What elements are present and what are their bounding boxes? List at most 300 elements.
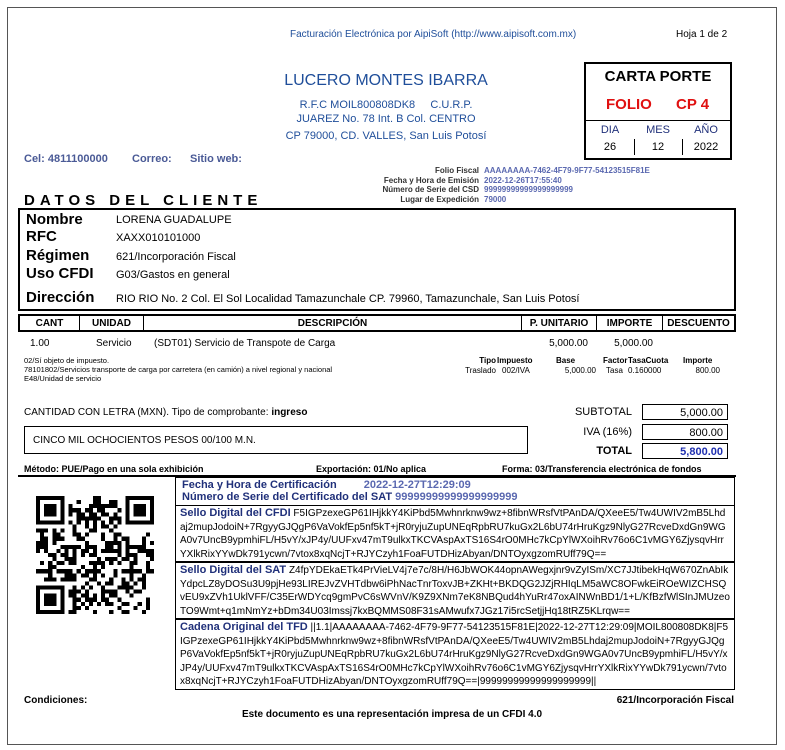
qr-module: [48, 598, 52, 602]
qr-module: [56, 537, 60, 541]
qr-module: [73, 549, 77, 553]
qr-module: [101, 524, 105, 528]
qr-module: [97, 500, 101, 504]
qr-module: [93, 520, 97, 524]
items-table-header: [18, 314, 736, 332]
qr-module: [101, 598, 105, 602]
qr-module: [113, 573, 117, 577]
sello-cfdi-section: [175, 505, 735, 562]
qr-module: [126, 508, 130, 512]
qr-module: [56, 561, 60, 565]
qr-module: [77, 569, 81, 573]
regimen-label: Régimen: [26, 247, 90, 264]
qr-module: [93, 512, 97, 516]
qr-module: [146, 561, 150, 565]
cantidad-letra-label: CANTIDAD CON LETRA (MXN). Tipo de comprobante:: [24, 407, 269, 418]
qr-module: [126, 516, 130, 520]
qr-module: [60, 602, 64, 606]
qr-module: [52, 520, 56, 524]
qr-module: [117, 516, 121, 520]
qr-module: [142, 504, 146, 508]
qr-module: [150, 520, 154, 524]
lugar-expedicion-value: 79000: [484, 194, 507, 204]
cantidad-letra-box: [24, 426, 528, 454]
qr-module: [109, 500, 113, 504]
direccion-value: RIO RIO No. 2 Col. El Sol Localidad Tamazunchale CP. 79960, Tamazunchale, San Luis Potosí: [116, 293, 580, 305]
qr-module: [101, 594, 105, 598]
qr-module: [81, 537, 85, 541]
qr-module: [89, 508, 93, 512]
qr-module: [85, 549, 89, 553]
qr-module: [97, 496, 101, 500]
qr-module: [142, 496, 146, 500]
tax-tipo: Traslado: [465, 366, 496, 375]
qr-module: [52, 565, 56, 569]
qr-module: [142, 541, 146, 545]
qr-module: [48, 573, 52, 577]
qr-module: [138, 577, 142, 581]
qr-module: [69, 557, 73, 561]
qr-module: [121, 577, 125, 581]
sello-cfdi: [180, 507, 730, 561]
qr-module: [138, 602, 142, 606]
qr-module: [150, 508, 154, 512]
qr-module: [126, 590, 130, 594]
qr-module: [44, 529, 48, 533]
uso-cfdi-value: G03/Gastos en general: [116, 269, 230, 281]
qr-module: [113, 500, 117, 504]
qr-module: [52, 508, 56, 512]
qr-module: [52, 586, 56, 590]
qr-module: [44, 537, 48, 541]
fiscal-values: [484, 166, 650, 204]
qr-module: [117, 533, 121, 537]
qr-module: [150, 500, 154, 504]
qr-module: [113, 504, 117, 508]
qr-module: [105, 512, 109, 516]
qr-module: [85, 569, 89, 573]
qr-module: [117, 606, 121, 610]
tax-factor: Tasa: [606, 366, 623, 375]
qr-module: [69, 512, 73, 516]
qr-module: [52, 504, 56, 508]
qr-module: [146, 565, 150, 569]
qr-module: [150, 553, 154, 557]
qr-module: [89, 512, 93, 516]
qr-module: [56, 549, 60, 553]
qr-module: [101, 590, 105, 594]
qr-module: [64, 553, 68, 557]
total-box: [642, 443, 728, 459]
qr-module: [142, 537, 146, 541]
qr-module: [93, 561, 97, 565]
qr-module: [44, 577, 48, 581]
qr-module: [126, 549, 130, 553]
qr-module: [36, 496, 40, 500]
tax-col-tipo: Tipo: [479, 356, 496, 365]
qr-module: [101, 561, 105, 565]
qr-module: [126, 586, 130, 590]
date-grid: [586, 120, 730, 156]
folio-value: CP 4: [676, 96, 710, 113]
qr-module: [105, 545, 109, 549]
qr-module: [109, 520, 113, 524]
qr-module: [113, 516, 117, 520]
qr-module: [77, 533, 81, 537]
qr-module: [48, 594, 52, 598]
qr-module: [69, 504, 73, 508]
qr-module: [117, 541, 121, 545]
qr-module: [69, 545, 73, 549]
qr-module: [109, 504, 113, 508]
certification-header: [175, 477, 735, 505]
qr-module: [134, 569, 138, 573]
qr-module: [77, 508, 81, 512]
note-unidad: E48/Unidad de servicio: [24, 374, 102, 383]
qr-module: [93, 500, 97, 504]
iva-label: IVA (16%): [583, 426, 632, 438]
qr-module: [56, 520, 60, 524]
qr-module: [52, 533, 56, 537]
qr-module: [93, 496, 97, 500]
qr-module: [89, 553, 93, 557]
software-credit: Facturación Electrónica por AipiSoft (http://www.aipisoft.com.mx): [290, 29, 577, 40]
qr-module: [60, 561, 64, 565]
qr-module: [134, 553, 138, 557]
qr-module: [73, 557, 77, 561]
qr-module: [93, 504, 97, 508]
qr-module: [126, 610, 130, 614]
qr-module: [60, 586, 64, 590]
qr-module: [69, 594, 73, 598]
folio-fiscal-value: AAAAAAAA-7462-4F79-9F77-54123515F81E: [484, 166, 650, 175]
qr-module: [52, 541, 56, 545]
subtotal-value: 5,000.00: [680, 407, 723, 419]
qr-module: [126, 496, 130, 500]
qr-module: [36, 606, 40, 610]
qr-module: [77, 598, 81, 602]
qr-module: [117, 553, 121, 557]
contact-row: [24, 153, 108, 165]
qr-module: [134, 557, 138, 561]
qr-module: [109, 581, 113, 585]
qr-module: [52, 496, 56, 500]
qr-module: [56, 533, 60, 537]
qr-module: [85, 508, 89, 512]
certificado-sat-line: [182, 491, 518, 503]
qr-module: [40, 545, 44, 549]
qr-module: [56, 610, 60, 614]
qr-module: [73, 602, 77, 606]
qr-module: [73, 586, 77, 590]
qr-module: [85, 533, 89, 537]
qr-module: [101, 573, 105, 577]
qr-module: [60, 516, 64, 520]
qr-module: [36, 508, 40, 512]
fecha-emision-label: Fecha y Hora de Emisión: [383, 175, 479, 185]
sello-cfdi-label: Sello Digital del CFDI: [180, 507, 291, 519]
qr-module: [81, 512, 85, 516]
tipo-comprobante: ingreso: [271, 407, 308, 418]
qr-module: [60, 590, 64, 594]
qr-module: [113, 541, 117, 545]
qr-module: [89, 598, 93, 602]
page-info: Hoja 1 de 2: [676, 29, 728, 40]
qr-module: [73, 573, 77, 577]
qr-module: [101, 537, 105, 541]
qr-module: [64, 573, 68, 577]
qr-module: [40, 537, 44, 541]
qr-module: [36, 549, 40, 553]
qr-module: [126, 520, 130, 524]
qr-module: [121, 586, 125, 590]
dia-label: DIA: [600, 124, 620, 136]
qr-module: [48, 569, 52, 573]
qr-module: [138, 520, 142, 524]
qr-module: [85, 520, 89, 524]
qr-module: [60, 594, 64, 598]
qr-module: [121, 610, 125, 614]
nombre-label: Nombre: [26, 211, 83, 228]
certificacion-fecha-label: Fecha y Hora de Certificación: [182, 479, 337, 491]
qr-module: [138, 569, 142, 573]
cel-value: 4811100000: [47, 153, 108, 165]
qr-module: [48, 565, 52, 569]
qr-module: [64, 549, 68, 553]
qr-module: [60, 598, 64, 602]
qr-module: [60, 512, 64, 516]
qr-module: [93, 516, 97, 520]
footer-regimen: 621/Incorporación Fiscal: [616, 695, 734, 706]
qr-module: [48, 553, 52, 557]
qr-module: [146, 496, 150, 500]
certificacion-fecha-value: 2022-12-27T12:29:09: [363, 479, 471, 491]
qr-module: [60, 508, 64, 512]
qr-module: [93, 573, 97, 577]
qr-module: [44, 586, 48, 590]
item-notes: [24, 356, 332, 383]
fecha-emision-value: 2022-12-26T17:55:40: [484, 175, 562, 185]
qr-module: [130, 594, 134, 598]
qr-module: [81, 586, 85, 590]
qr-module: [113, 590, 117, 594]
qr-module: [44, 512, 48, 516]
qr-module: [105, 504, 109, 508]
qr-module: [73, 606, 77, 610]
qr-module: [146, 602, 150, 606]
qr-module: [44, 496, 48, 500]
qr-module: [85, 606, 89, 610]
qr-module: [60, 610, 64, 614]
qr-module: [44, 508, 48, 512]
qr-module: [142, 610, 146, 614]
nombre-value: LORENA GUADALUPE: [116, 214, 232, 226]
cantidad-letra-value: CINCO MIL OCHOCIENTOS PESOS 00/100 M.N.: [33, 435, 256, 446]
qr-module: [101, 549, 105, 553]
total-label: TOTAL: [596, 445, 632, 457]
qr-module: [109, 549, 113, 553]
qr-module: [85, 524, 89, 528]
qr-module: [134, 561, 138, 565]
item-cant: 1.00: [30, 338, 50, 349]
col-importe: IMPORTE: [597, 316, 663, 330]
qr-module: [56, 586, 60, 590]
qr-module: [48, 504, 52, 508]
qr-module: [113, 533, 117, 537]
qr-module: [105, 557, 109, 561]
qr-module: [113, 569, 117, 573]
qr-module: [69, 610, 73, 614]
qr-module: [138, 504, 142, 508]
sello-sat-section: [175, 562, 735, 619]
qr-module: [36, 545, 40, 549]
qr-module: [134, 581, 138, 585]
qr-module: [113, 524, 117, 528]
qr-module: [142, 520, 146, 524]
document-type-box: [584, 62, 732, 160]
qr-module: [36, 598, 40, 602]
qr-module: [44, 602, 48, 606]
qr-module: [77, 516, 81, 520]
qr-module: [36, 520, 40, 524]
qr-module: [60, 569, 64, 573]
col-descripcion: DESCRIPCIÓN: [144, 316, 522, 330]
qr-module: [64, 557, 68, 561]
tax-col-importe: Importe: [683, 356, 713, 365]
qr-module: [44, 504, 48, 508]
qr-module: [85, 545, 89, 549]
qr-module: [52, 537, 56, 541]
qr-module: [109, 561, 113, 565]
subtotal-label: SUBTOTAL: [574, 406, 632, 418]
qr-module: [126, 569, 130, 573]
qr-module: [93, 577, 97, 581]
qr-module: [142, 577, 146, 581]
qr-module: [89, 577, 93, 581]
sello-cfdi-value: F5IGPzexeGP61IHjkkY4KiPbd5Mwhnrknw9wz+8fibnWRsfVtPAnDA/QXeeE5/Tw4UWIV2mB5Lhdaj2mupJodoiN+7RgyyGJQgP6VaVokfEp5nf5kT+jR0ryjuZupUNEqRpbRU7kuGx2L6bU74rHruKgz9NlyG27RcveDxdGn9WGA0v7UncB9ypmhiFL/H5vY/xJP4y/UUFxv47mT9ulkxTKCVAspAxTS16S4rO0MHc7kCpYlWXoihRv76o6C1vMGY6ZjysqvHrrYXlkRixYYwDk791ycwn/7vtox8xqNcjT+RJYCzyh1FoaFUTDHizAbyan/DNTOyxgzomRUff79Q==: [180, 508, 726, 560]
qr-module: [130, 565, 134, 569]
qr-module: [146, 606, 150, 610]
qr-module: [85, 581, 89, 585]
qr-module: [81, 516, 85, 520]
item-unidad: Servicio: [96, 338, 132, 349]
cel-label: Cel:: [24, 153, 45, 165]
iva-box: [642, 424, 728, 440]
qr-module: [60, 545, 64, 549]
qr-module: [40, 561, 44, 565]
qr-module: [105, 598, 109, 602]
qr-module: [36, 541, 40, 545]
qr-module: [60, 537, 64, 541]
qr-module: [134, 545, 138, 549]
qr-module: [85, 590, 89, 594]
qr-module: [48, 496, 52, 500]
qr-module: [36, 500, 40, 504]
qr-module: [60, 496, 64, 500]
qr-module: [134, 512, 138, 516]
qr-module: [101, 512, 105, 516]
direccion-label: Dirección: [26, 289, 95, 306]
qr-module: [93, 549, 97, 553]
qr-module: [130, 520, 134, 524]
qr-module: [52, 598, 56, 602]
qr-module: [48, 610, 52, 614]
qr-module: [117, 545, 121, 549]
qr-module: [89, 602, 93, 606]
qr-module: [109, 516, 113, 520]
client-box: [18, 208, 736, 311]
qr-module: [134, 504, 138, 508]
qr-module: [146, 520, 150, 524]
qr-module: [36, 504, 40, 508]
rfc-label: RFC: [26, 228, 57, 245]
cantidad-letra-heading: [24, 407, 307, 418]
qr-module: [126, 553, 130, 557]
qr-module: [109, 545, 113, 549]
qr-module: [44, 594, 48, 598]
qr-module: [73, 553, 77, 557]
qr-module: [60, 553, 64, 557]
qr-module: [146, 533, 150, 537]
qr-module: [121, 569, 125, 573]
certificado-sat-label: Número de Serie del Certificado del SAT: [182, 491, 393, 503]
qr-module: [73, 594, 77, 598]
qr-module: [77, 537, 81, 541]
qr-module: [36, 602, 40, 606]
qr-module: [105, 524, 109, 528]
qr-module: [142, 549, 146, 553]
qr-module: [105, 541, 109, 545]
qr-module: [101, 508, 105, 512]
qr-module: [40, 529, 44, 533]
qr-module: [44, 610, 48, 614]
qr-module: [36, 586, 40, 590]
qr-module: [36, 512, 40, 516]
qr-module: [48, 602, 52, 606]
qr-module: [36, 516, 40, 520]
qr-module: [142, 512, 146, 516]
qr-module: [142, 581, 146, 585]
qr-module: [89, 561, 93, 565]
qr-module: [126, 537, 130, 541]
qr-module: [121, 537, 125, 541]
qr-module: [44, 569, 48, 573]
qr-module: [81, 553, 85, 557]
qr-module: [150, 512, 154, 516]
qr-module: [36, 610, 40, 614]
qr-module: [89, 504, 93, 508]
qr-module: [69, 561, 73, 565]
col-punitario: P. UNITARIO: [522, 316, 597, 330]
qr-module: [81, 602, 85, 606]
qr-module: [69, 569, 73, 573]
qr-code-icon: [36, 496, 154, 614]
qr-module: [113, 549, 117, 553]
qr-module: [109, 610, 113, 614]
qr-module: [146, 553, 150, 557]
qr-module: [121, 602, 125, 606]
qr-module: [126, 581, 130, 585]
qr-module: [48, 586, 52, 590]
qr-module: [40, 541, 44, 545]
qr-module: [60, 520, 64, 524]
qr-module: [138, 512, 142, 516]
qr-module: [40, 586, 44, 590]
qr-module: [44, 598, 48, 602]
qr-module: [130, 569, 134, 573]
client-section-title: DATOS DEL CLIENTE: [24, 192, 263, 209]
qr-module: [81, 565, 85, 569]
